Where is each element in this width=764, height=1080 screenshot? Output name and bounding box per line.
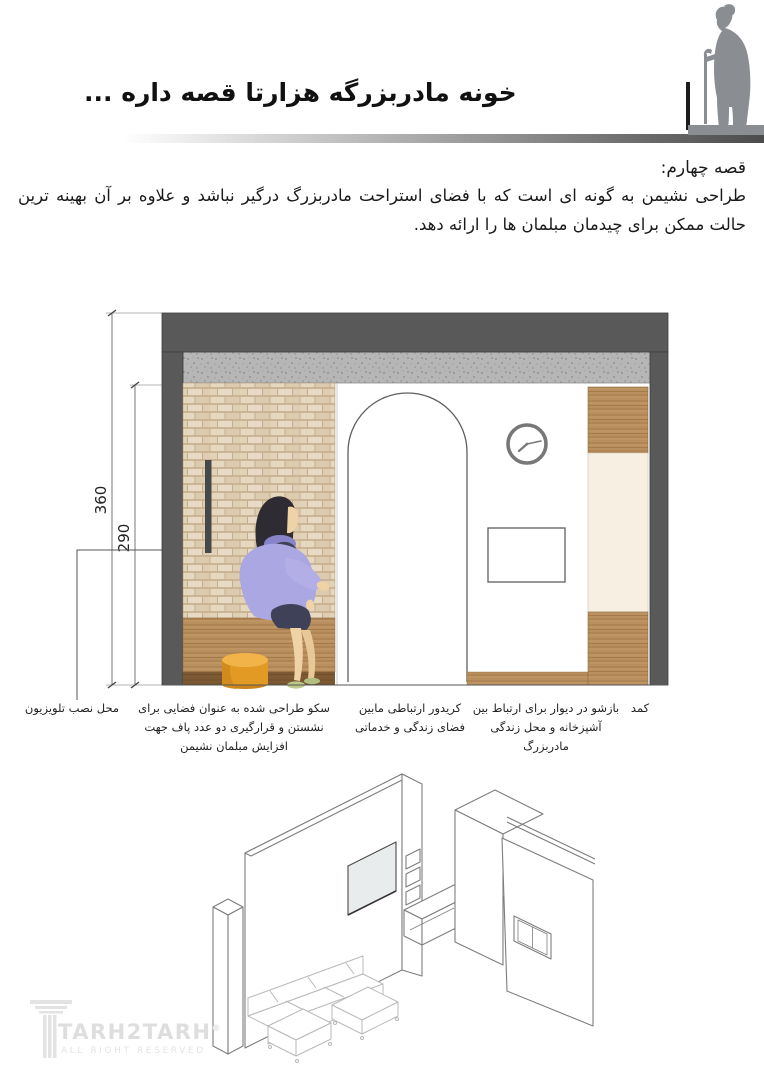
pouf xyxy=(222,653,268,689)
cabinet-cream-panel xyxy=(588,453,648,612)
frame-right-column xyxy=(650,352,668,685)
brand-logo xyxy=(28,996,228,1066)
annotation-corridor: کریدور ارتباطی مابین فضای زندگی و خدماتی xyxy=(355,701,465,734)
annotation-tv: محل نصب تلویزیون xyxy=(24,701,120,715)
wall-clock-icon xyxy=(508,425,546,463)
arched-doorway xyxy=(348,393,467,682)
annotation-cabinet: کمد xyxy=(630,701,650,715)
isometric-drawing xyxy=(170,758,670,1080)
brand-name-text: TARH2TARH xyxy=(58,1020,212,1044)
page-title: خونه مادربزرگه هزارتا قصه داره ... xyxy=(84,78,517,107)
baseboard-right xyxy=(467,672,588,685)
cabinet xyxy=(588,387,648,685)
grandma-silhouette-icon xyxy=(686,4,764,138)
concrete-slab xyxy=(183,352,650,383)
frame-top-beam xyxy=(162,313,668,352)
kitchen-pass-through-opening xyxy=(488,528,565,582)
registered-mark: ® xyxy=(211,1024,221,1034)
dimension-290 xyxy=(115,382,139,688)
iso-right-wall xyxy=(502,817,595,1026)
brand-name xyxy=(58,1020,221,1044)
cabinet-wood-top xyxy=(588,387,648,453)
elevation-drawing xyxy=(60,300,700,700)
dimension-290-value: 290 xyxy=(115,523,133,553)
dimension-360-value: 360 xyxy=(92,485,110,515)
brand-rights: ALL RIGHT RESERVED xyxy=(61,1046,206,1056)
tv-mount-strip xyxy=(205,460,212,553)
frame-left-column xyxy=(162,352,183,685)
header-gradient-rule xyxy=(0,134,764,143)
dimension-360 xyxy=(92,310,116,688)
annotation-wall-opening: بازشو در دیوار برای ارتباط بین آشپزخانه و محل زندگی مادربزرگ xyxy=(472,701,620,753)
annotation-platform: سکو طراحی شده به عنوان فضایی برای نشستن و قرارگیری دو عدد پاف جهت افزایش مبلمان نشیمن xyxy=(138,701,330,753)
story-body: طراحی نشیمن به گونه ای است که با فضای استراحت مادربزرگ درگیر نباشد و علاوه بر آن بهینه ترین حالت ممکن برای چیدمان مبلمان ها را ارائه دهد. xyxy=(18,186,746,234)
intro-section xyxy=(18,158,746,240)
iso-shelves xyxy=(406,849,420,905)
cane-icon xyxy=(704,54,707,124)
cabinet-wood-bottom xyxy=(588,612,648,685)
story-heading: قصه چهارم: xyxy=(660,158,746,178)
